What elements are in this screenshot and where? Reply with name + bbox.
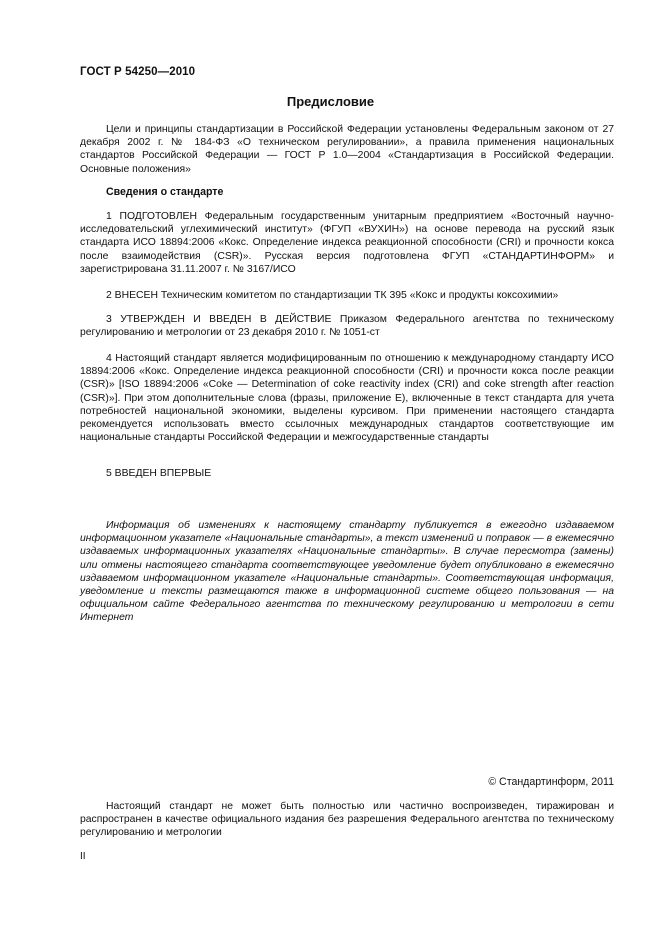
standard-code-header: ГОСТ Р 54250—2010 bbox=[80, 66, 196, 78]
item-2-paragraph: 2 ВНЕСЕН Техническим комитетом по стандартизации ТК 395 «Кокс и продукты коксохимии» bbox=[106, 290, 559, 301]
change-notice-paragraph: Информация об изменениях к настоящему стандарту публикуется в ежегодно издаваемом информационном указателе «Национальные стандарты», а текст изменений и поправок — в ежемесячно издаваемых информационных указателях «Национальные стандарты». В случае пересмотра (замены) или отмены настоящего стандарта соответствующее уведомление будет опубликовано в ежемесячно издаваемом информационном указателе «Национальные стандарты». Соответствующая информация, уведомление и тексты размещаются также в информационной системе общего пользования — на официальном сайте Федерального агентства по техническому регулированию и метрологии в сети Интернет bbox=[80, 520, 614, 624]
item-1-paragraph: 1 ПОДГОТОВЛЕН Федеральным государственным унитарным предприятием «Восточный научно-исследовательский углехимический институт» (ФГУП «ВУХИН») на основе перевода на русский язык стандарта ИСО 18894:2006 «Кокс. Определение индекса реакционной способности (CRI) и прочности кокса после взаимодействия (CSR)». Русская версия подготовлена ФГУП «СТАНДАРТИНФОРМ» и зарегистрирована 31.11.2007 г. № 3167/ИСО bbox=[80, 211, 614, 275]
item-3-paragraph: 3 УТВЕРЖДЕН И ВВЕДЕН В ДЕЙСТВИЕ Приказом Федерального агентства по техническому регулированию и метрологии от 23 декабря 2010 г. № 1051-ст bbox=[80, 314, 614, 339]
item-5-paragraph: 5 ВВЕДЕН ВПЕРВЫЕ bbox=[106, 468, 212, 479]
reproduction-notice: Настоящий стандарт не может быть полностью или частично воспроизведен, тиражирован и распространен в качестве официального издания без разрешения Федерального агентства по техническому регулированию и метрологии bbox=[80, 801, 614, 839]
page-title: Предисловие bbox=[286, 94, 375, 109]
copyright-line: © Стандартинформ, 2011 bbox=[488, 776, 614, 788]
page-number: II bbox=[80, 851, 86, 862]
intro-paragraph: Цели и принципы стандартизации в Российской Федерации установлены Федеральным законом от 27 декабря 2002 г. № 184-ФЗ «О техническом регулировании», а правила применения национальных стандартов Российской Федерации — ГОСТ Р 1.0—2004 «Стандартизация в Российской Федерации. Основные положения» bbox=[80, 124, 614, 175]
section-subheading: Сведения о стандарте bbox=[106, 186, 224, 198]
item-4-paragraph: 4 Настоящий стандарт является модифицированным по отношению к международному стандарту ИСО 18894:2006 «Кокс. Определение индекса реакционной способности (CRI) и прочности кокса после реакции (CSR)» [ISO 18894:2006 «Coke — Determination of coke reactivity index (CRI) and coke strength after reaction (CSR)»]. При этом дополнительные слова (фразы, приложение Е), включенные в текст стандарта для учета потребностей национальной экономики, выделены курсивом. При применении настоящего стандарта рекомендуется использовать вместо ссылочных международных стандартов соответствующие им национальные стандарты Российской Федерации и межгосударственные стандарты bbox=[80, 353, 614, 444]
